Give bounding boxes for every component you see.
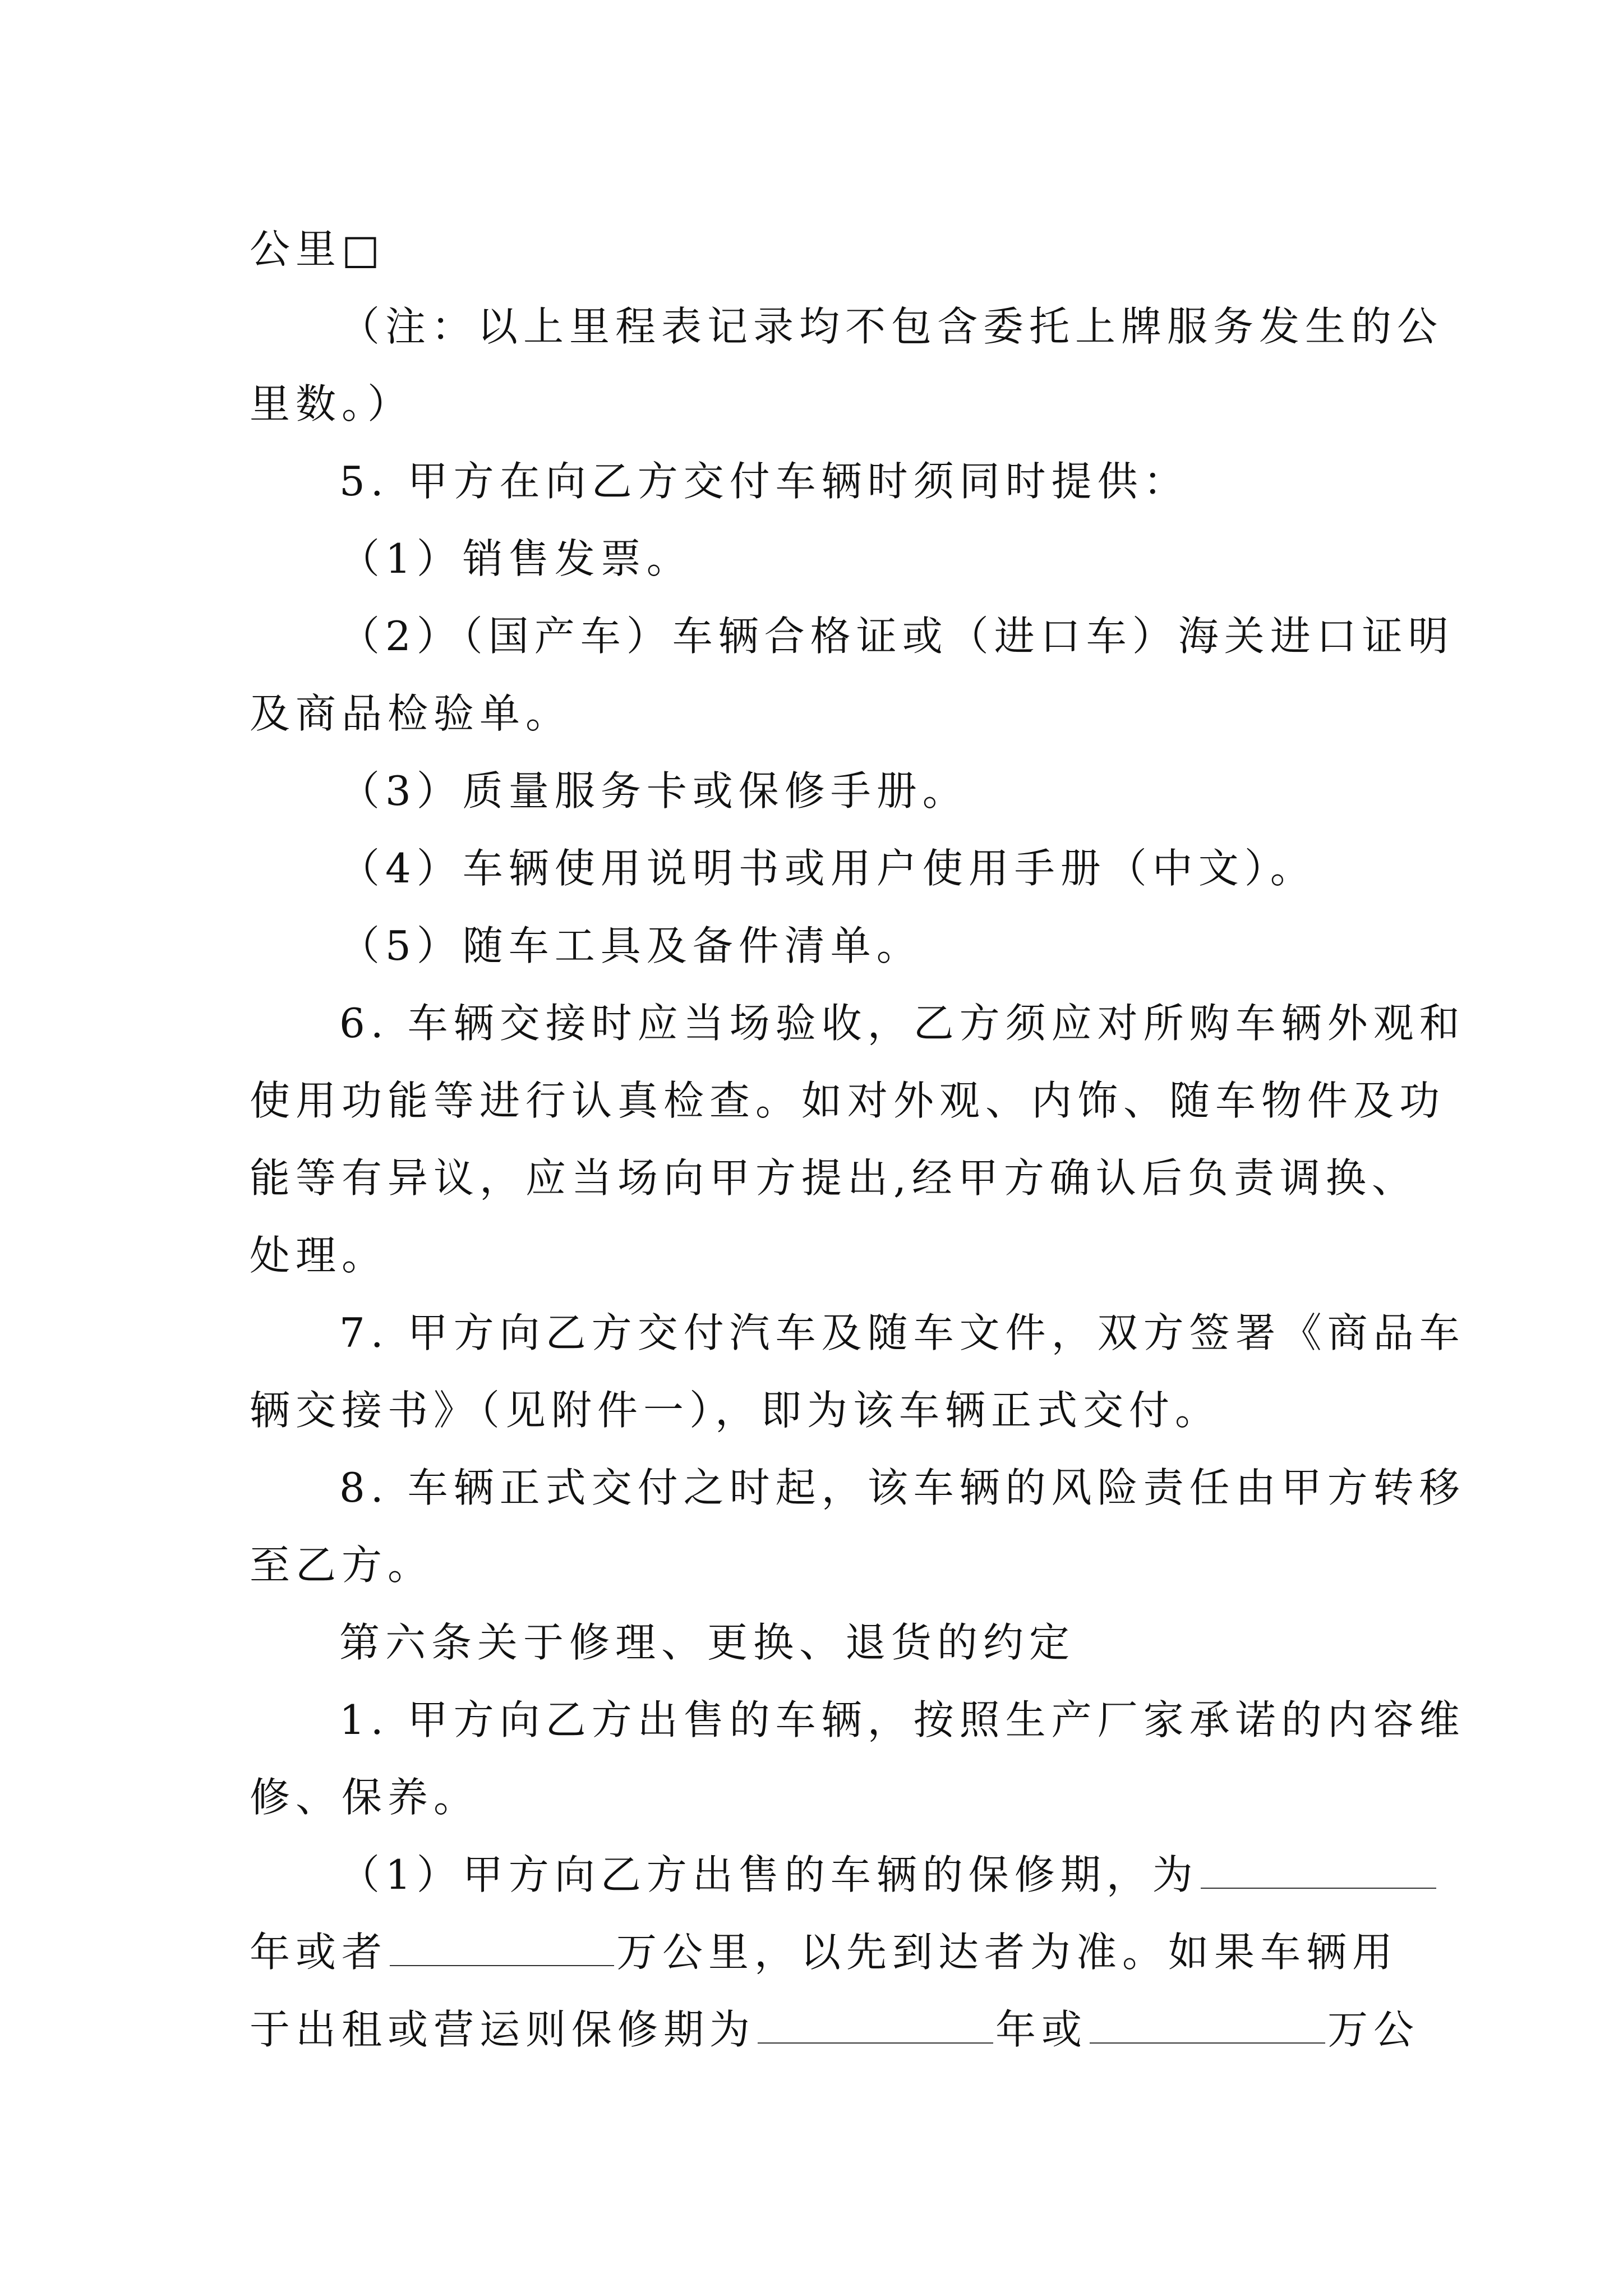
text-line: 辆交接书》（见附件一），即为该车辆正式交付。 [250, 1387, 1221, 1434]
warranty-text-3b: 年或 [995, 2006, 1088, 2053]
text-line: 里数。） [250, 380, 414, 427]
text-line: 修、保养。 [250, 1774, 480, 1821]
text-line: 1. 甲方向乙方出售的车辆，按照生产厂家承诺的内容维 [339, 1696, 1465, 1743]
text-line: （2）（国产车）车辆合格证或（进口车）海关进口证明 [339, 613, 1454, 660]
text-line: 使用功能等进行认真检查。如对外观、内饰、随车物件及功 [250, 1077, 1446, 1124]
warranty-text-1: （1）甲方向乙方出售的车辆的保修期，为 [339, 1851, 1198, 1898]
warranty-km-blank[interactable] [390, 1931, 614, 1966]
text-line: 及商品检验单。 [250, 690, 572, 737]
text-line: 7. 甲方向乙方交付汽车及随车文件，双方签署《商品车 [339, 1309, 1465, 1356]
text-line: 8. 车辆正式交付之时起，该车辆的风险责任由甲方转移 [339, 1464, 1465, 1511]
text-line: 5. 甲方在向乙方交付车辆时须同时提供： [339, 458, 1189, 505]
text-line: （1）销售发票。 [339, 535, 693, 582]
warranty-line-2 [250, 1913, 1399, 1991]
taxi-km-blank[interactable] [1090, 2009, 1325, 2044]
text-line: （3）质量服务卡或保修手册。 [339, 767, 969, 815]
warranty-line-3 [250, 1991, 1420, 2068]
warranty-text-3c: 万公 [1327, 2006, 1420, 2053]
text-line: 6. 车辆交接时应当场验收，乙方须应对所购车辆外观和 [339, 1000, 1465, 1047]
text-line: 第六条关于修理、更换、退货的约定 [339, 1619, 1076, 1666]
text-line: 能等有异议，应当场向甲方提出,经甲方确认后负责调换、 [250, 1154, 1418, 1202]
text-line: 至乙方。 [250, 1542, 434, 1589]
text-line: 处理。 [250, 1232, 388, 1279]
warranty-text-3a: 于出租或营运则保修期为 [250, 2006, 756, 2053]
taxi-years-blank[interactable] [758, 2009, 993, 2044]
text-line: （4）车辆使用说明书或用户使用手册（中文）。 [339, 845, 1316, 892]
warranty-years-blank[interactable] [1201, 1854, 1436, 1889]
warranty-line-1 [250, 1836, 1377, 1913]
text-line: （5）随车工具及备件清单。 [339, 922, 923, 969]
text-line: （注：以上里程表记录均不包含委托上牌服务发生的公 [339, 303, 1444, 350]
warranty-text-2a: 年或者 [250, 1929, 388, 1976]
text-line: 公里□ [250, 226, 386, 273]
document-page [250, 210, 1465, 2068]
document-body [250, 210, 1465, 1836]
warranty-text-2b: 万公里，以先到达者为准。如果车辆用 [616, 1929, 1399, 1976]
